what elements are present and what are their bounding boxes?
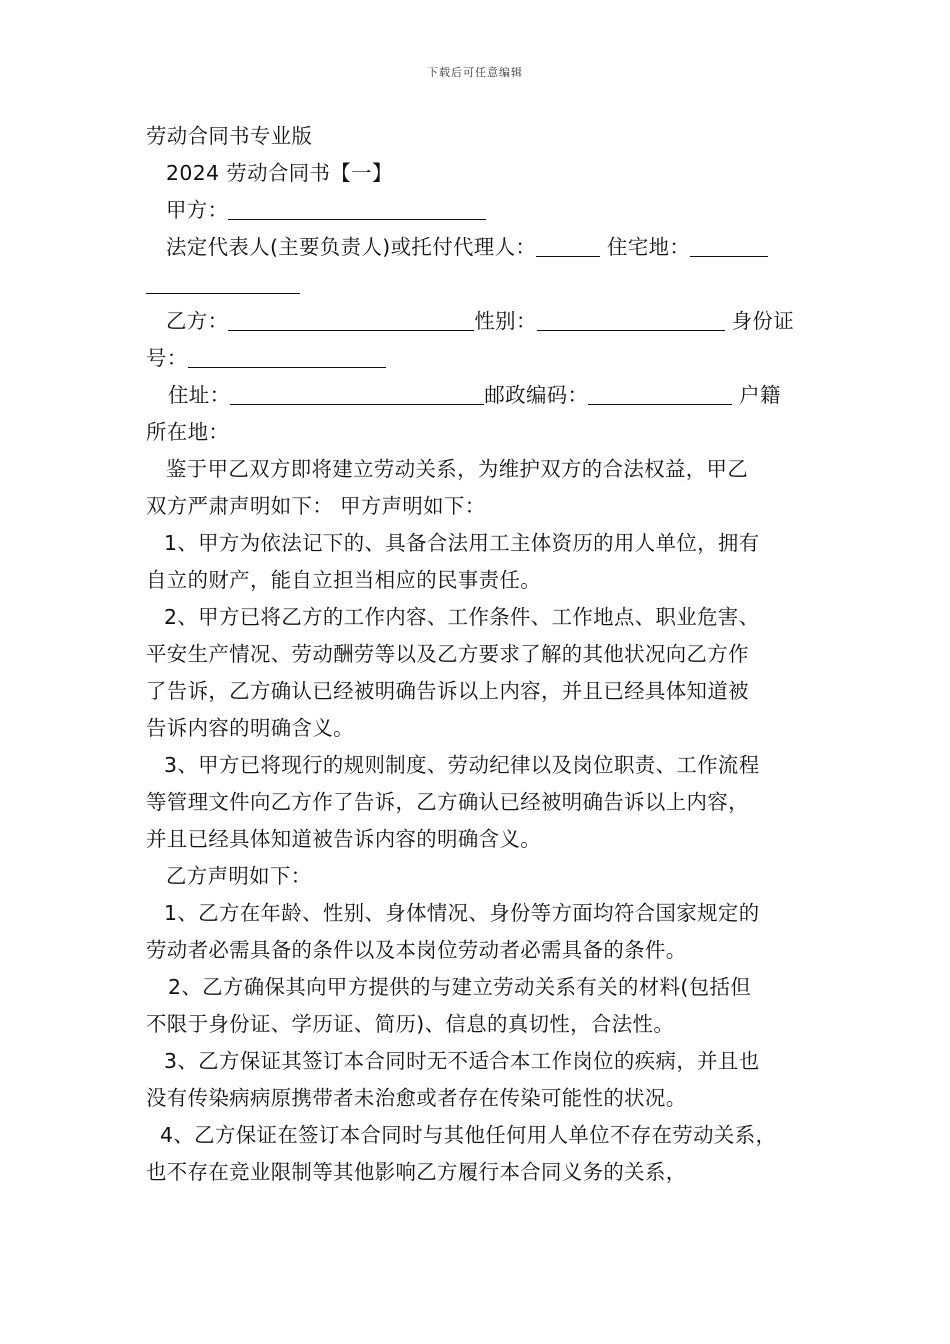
preamble-line-1: 鉴于甲乙双方即将建立劳动关系，为维护双方的合法权益，甲乙 <box>166 457 749 481</box>
address-line <box>146 377 816 414</box>
address-label: 住址： <box>168 383 231 407</box>
residence-blank-2 <box>146 271 300 294</box>
party-a-clause-3-line-1: 3、甲方已将现行的规则制度、劳动纪律以及岗位职责、工作流程 <box>164 753 760 777</box>
legal-rep-line <box>146 229 816 266</box>
gender-label: 性别： <box>474 309 537 333</box>
gender-blank <box>537 308 725 331</box>
document-title: 劳动合同书专业版 <box>146 124 313 148</box>
party-b-clause-1-line-1: 1、乙方在年龄、性别、身体情况、身份等方面均符合国家规定的 <box>164 901 760 925</box>
party-a-clause-2-line-1: 2、甲方已将乙方的工作内容、工作条件、工作地点、职业危害、 <box>164 605 760 629</box>
party-b-clause-2-line-2: 不限于身份证、学历证、简历)、信息的真切性，合法性。 <box>146 1012 675 1036</box>
id-label-cont: 号： <box>146 346 188 370</box>
residence-blank-1 <box>690 234 768 257</box>
residence-continuation-line <box>146 266 816 303</box>
residence-label: 住宅地： <box>607 235 691 259</box>
party-a-clause-2-line-2: 平安生产情况、劳动酬劳等以及乙方要求了解的其他状况向乙方作 <box>146 642 749 666</box>
address-blank <box>230 382 484 405</box>
household-line: 所在地： <box>146 420 230 444</box>
household-label: 户籍 <box>739 383 781 407</box>
document-body <box>146 118 816 1191</box>
party-b-blank <box>228 308 474 331</box>
party-a-clause-3-line-3: 并且已经具体知道被告诉内容的明确含义。 <box>146 827 542 851</box>
party-b-clause-3-line-2: 没有传染病病原携带者未治愈或者存在传染可能性的状况。 <box>146 1086 687 1110</box>
postcode-blank <box>588 382 732 405</box>
party-b-line <box>146 303 816 340</box>
party-a-label: 甲方： <box>166 198 229 222</box>
id-label: 身份证 <box>731 309 795 333</box>
party-a-clause-1-line-1: 1、甲方为依法记下的、具备合法用工主体资历的用人单位，拥有 <box>164 531 760 555</box>
party-b-clause-3-line-1: 3、乙方保证其签订本合同时无不适合本工作岗位的疾病，并且也 <box>164 1049 760 1073</box>
party-b-clause-4-line-2: 也不存在竞业限制等其他影响乙方履行本合同义务的关系， <box>146 1160 687 1184</box>
party-a-line <box>146 192 816 229</box>
party-a-clause-2-line-3: 了告诉，乙方确认已经被明确告诉以上内容，并且已经具体知道被 <box>146 679 749 703</box>
party-b-clause-2-line-1: 2、乙方确保其向甲方提供的与建立劳动关系有关的材料(包括但 <box>168 975 752 999</box>
legal-rep-blank <box>536 234 600 257</box>
id-number-line <box>146 340 816 377</box>
contract-subtitle: 2024 劳动合同书【一】 <box>166 161 393 185</box>
party-b-label: 乙方： <box>166 309 229 333</box>
party-b-clause-1-line-2: 劳动者必需具备的条件以及本岗位劳动者必需具备的条件。 <box>146 938 687 962</box>
party-a-blank <box>228 197 486 220</box>
party-b-heading: 乙方声明如下： <box>166 864 312 888</box>
postcode-label: 邮政编码： <box>484 383 589 407</box>
party-a-clause-3-line-2: 等管理文件向乙方作了告诉，乙方确认已经被明确告诉以上内容， <box>146 790 749 814</box>
id-number-blank <box>188 345 386 368</box>
page-header: 下载后可任意编辑 <box>427 66 523 79</box>
party-b-clause-4-line-1: 4、乙方保证在签订本合同时与其他任何用人单位不存在劳动关系， <box>160 1123 777 1147</box>
party-a-clause-2-line-4: 告诉内容的明确含义。 <box>146 716 354 740</box>
preamble-line-2: 双方严肃声明如下： 甲方声明如下： <box>146 494 486 518</box>
party-a-clause-1-line-2: 自立的财产，能自立担当相应的民事责任。 <box>146 568 542 592</box>
legal-rep-label: 法定代表人(主要负责人)或托付代理人： <box>166 235 537 259</box>
